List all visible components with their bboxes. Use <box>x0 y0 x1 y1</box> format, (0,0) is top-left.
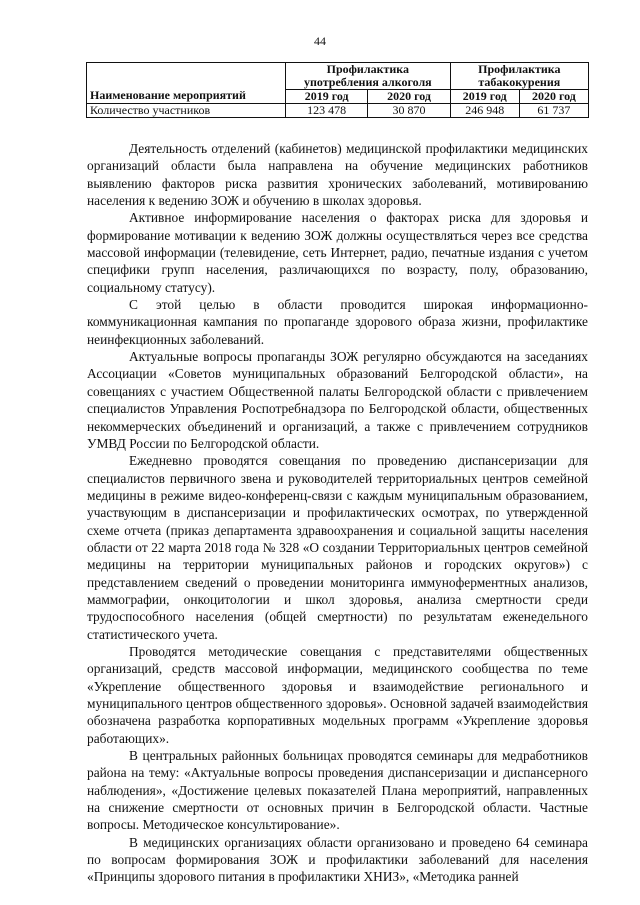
table-cell: 123 478 <box>286 104 368 118</box>
page-number: 44 <box>314 34 326 48</box>
paragraph: Ежедневно проводятся совещания по проведению диспансеризации для специалистов первичного звена и руководителей территориальных центров семейной медицины в режиме видео-конференц-связи с каждым муниципальным образованием, участвующим в диспансеризации и профилактических осмотрах, по утвержденной схеме отчета (приказ департамента здравоохранения и социальной защиты населения области от 22 марта 2018 года № 328 «О создании Территориальных центров семейной медицины на территории муниципальных районов и городских округов») с представлением сведений о проведении мониторинга иммуноферментных анализов, маммографии, онкоцитологии и школ здоровья, анализа смертности среди трудоспособного населения (общей смертности) по результатам еженедельного статистического учета. <box>87 453 588 642</box>
paragraph: В медицинских организациях области организовано и проведено 64 семинара по вопросам формирования ЗОЖ и профилактики заболеваний для населения «Принципы здорового питания в профилактики ХНИЗ», «Методика ранней <box>87 834 588 885</box>
table-row <box>87 104 589 118</box>
paragraph: Активное информирование населения о факторах риска для здоровья и формирование мотивации к ведению ЗОЖ должны осуществляться через все средства массовой информации (телевидение, сеть Интернет, радио, печатные издания с учетом специфики групп населения, различающихся по возрасту, полу, образованию, социальному статусу). <box>87 210 588 295</box>
participants-table <box>86 62 589 118</box>
paragraph: Деятельность отделений (кабинетов) медицинской профилактики медицинских организаций области была направлена на обучение медицинских работников выявлению факторов риска развития хронических заболеваний, мотивированию населения к ведению ЗОЖ и обучению в школах здоровья. <box>87 141 588 209</box>
paragraph: Проводятся методические совещания с представителями общественных организаций, средств массовой информации, медицинского сообщества по теме «Укрепление общественного здоровья и взаимодействие регионального и муниципального центров общественного здоровья». Основной задачей взаимодействия обозначена разработка корпоративных модельных программ «Укрепление здоровья работающих». <box>87 643 588 746</box>
paragraph: Актуальные вопросы пропаганды ЗОЖ регулярно обсуждаются на заседаниях Ассоциации «Советов муниципальных образований Белгородской области», на совещаниях с участием Общественной палаты Белгородской области с привлечением специалистов Управления Роспотребнадзора по Белгородской области, общественных некоммерческих объединений и организаций, а также с привлечением сотрудников УМВД России по Белгородской области. <box>87 349 588 451</box>
table-cell: 246 948 <box>450 104 519 118</box>
participants-table-container <box>86 62 589 118</box>
table-cell: 30 870 <box>368 104 450 118</box>
row-label: Количество участников <box>87 104 286 118</box>
table-header-row <box>87 63 589 90</box>
paragraph: В центральных районных больницах проводятся семинары для медработников района на тему: «Актуальные вопросы проведения диспансеризации и диспансерного наблюдения», «Достижение целевых показателей Плана мероприятий, направленных на снижение смертности от основных причин в Белгородской области. Частные вопросы. Методическое консультирование». <box>87 748 588 833</box>
document-body <box>87 140 588 886</box>
header-year: 2019 год <box>286 90 368 104</box>
header-alcohol-prevention: Профилактика употребления алкоголя <box>286 63 451 90</box>
header-year: 2020 год <box>519 90 588 104</box>
header-year: 2019 год <box>450 90 519 104</box>
header-event-name: Наименование мероприятий <box>87 63 286 104</box>
paragraph: С этой целью в области проводится широкая информационно-коммуникационная кампания по пропаганде здорового образа жизни, профилактике неинфекционных заболеваний. <box>87 297 588 347</box>
table-cell: 61 737 <box>519 104 588 118</box>
header-tobacco-prevention: Профилактика табакокурения <box>450 63 588 90</box>
header-year: 2020 год <box>368 90 450 104</box>
